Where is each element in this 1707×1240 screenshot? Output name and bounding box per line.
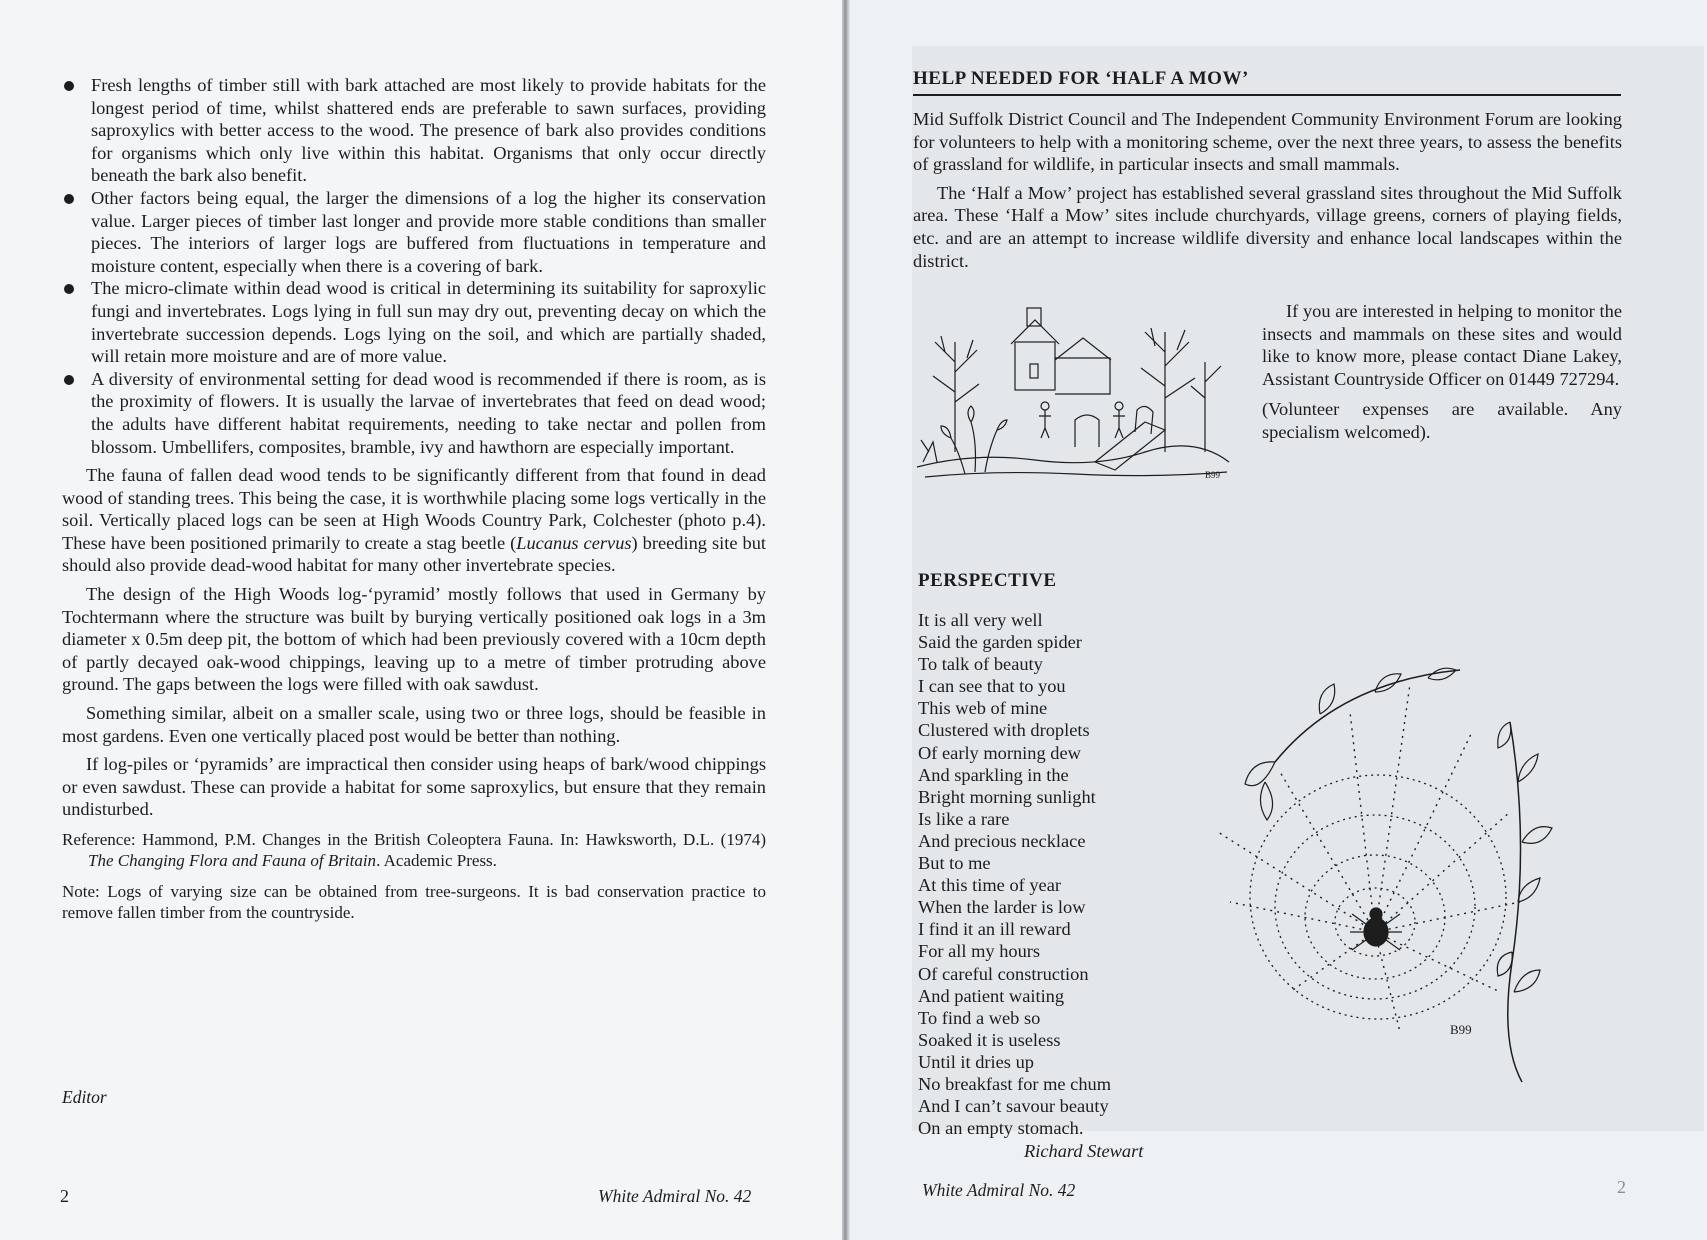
poem-line: Clustered with droplets [918,720,1090,741]
help-heading: HELP NEEDED FOR ‘HALF A MOW’ [913,68,1621,96]
churchyard-illustration [915,302,1231,482]
page-number-right: 2 [1617,1177,1626,1197]
left-article-column [62,74,766,923]
poem-line: It is all very well [918,610,1043,630]
paragraph-fauna: The fauna of fallen dead wood tends to be significantly different from that found in dead wood of standing trees. This being the case, it is worthwhile placing some logs vertically in the soil. Vertically placed logs can be seen at High Woods Country Park, Colchester (photo p.4). These have been positioned primarily to create a stag beetle (Lucanus cervus) breeding site but should also provide dead-wood habitat for many other invertebrate species. [62,465,766,576]
bullet-item: Other factors being equal, the larger the dimensions of a log the higher its conservation value. Larger pieces of timber last longer and provide more stable conditions than smaller pieces. The interiors of larger logs are buffered from fluctuations in temperature and moisture content, especially when there is a covering of bark. [62,187,766,277]
poem-line: Is like a rare [918,808,1010,829]
paragraph-design: The design of the High Woods log-‘pyramid’ mostly follows that used in Germany by Tochtermann where the structure was built by burying vertically positioned oak logs in a 3m diameter x 0.5m deep pit, the bottom of which had been previously covered with a 10cm depth of partly decayed oak-wood chippings, leaving up to a metre of timber protruding above ground. The gaps between the logs were filled with oak sawdust. [62,584,766,695]
reference: Reference: Hammond, P.M. Changes in the British Coleoptera Fauna. In: Hawksworth, D.L. (1974) The Changing Flora and Fauna of Britain. Academic Press. [62,830,766,870]
poem-line: Until it dries up [918,1051,1034,1072]
poem-line: And I can’t savour beauty [918,1096,1109,1117]
help-paragraph: Mid Suffolk District Council and The Independent Community Environment Forum are looking for volunteers to help with a monitoring scheme, over the next three years, to assess the benefits of grassland for wildlife, in particular insects and small mammals. [913,109,1622,175]
poem-line: Soaked it is useless [918,1029,1061,1050]
bullet-dot-icon [64,375,74,385]
bullet-dot-icon [64,194,74,204]
poem-line: Bright morning sunlight [918,786,1096,807]
poem-line: For all my hours [918,941,1041,962]
poem-line: To talk of beauty [918,654,1043,675]
poem-line: But to me [918,853,991,874]
bullet-item: A diversity of environmental setting for dead wood is recommended if there is room, as is the proximity of flowers. It is usually the larvae of invertebrates that feed on dead wood; the adults have different habitat requirements, needing to take nectar and pollen from blossom. Umbellifers, composites, bramble, ivy and hawthorn are especially important. [62,368,766,458]
poem-line: Said the garden spider [918,632,1082,653]
help-body [913,108,1622,278]
page-gutter [842,0,850,1240]
web-illustration-signature: B99 [1450,1022,1472,1037]
poem-line: At this time of year [918,875,1062,896]
editor-signature: Editor [62,1087,107,1107]
bullet-dot-icon [64,284,74,294]
poem-line: To find a web so [918,1007,1041,1028]
poem-line: Of early morning dew [918,742,1081,763]
poem-author: Richard Stewart [1024,1141,1144,1161]
poem-line: Of careful construction [918,963,1089,984]
poem-line: I can see that to you [918,676,1066,697]
poem-line: On an empty stomach. [918,1118,1084,1139]
help-paragraph: (Volunteer expenses are available. Any specialism welcomed). [1262,399,1622,442]
bullet-item: The micro-climate within dead wood is critical in determining its suitability for saproxylic fungi and invertebrates. Logs lying in full sun may dry out, preventing decay on which the invertebrate succession depends. Logs lying on the soil, and which are partially shaded, will retain more moisture and are of more value. [62,277,766,367]
bullet-list [62,74,766,458]
footer-right: White Admiral No. 42 [922,1180,1076,1200]
footer-left: White Admiral No. 42 [598,1186,752,1206]
help-paragraph: If you are interested in helping to monitor the insects and mammals on these sites and would like to know more, please contact Diane Lakey, Assistant Countryside Officer on 01449 727294. [1262,301,1622,389]
note: Note: Logs of varying size can be obtained from tree-surgeons. It is bad conservation practice to remove fallen timber from the countryside. [62,882,766,922]
paragraph-log-piles: If log-piles or ‘pyramids’ are impractical then consider using heaps of bark/wood chippings or even sawdust. These can provide a habitat for some saproxylics, but ensure that they remain undisturbed. [62,754,766,820]
poem-line: When the larder is low [918,897,1086,918]
svg-text:B99: B99 [1205,470,1221,480]
help-contact [1262,300,1622,452]
page-number-left: 2 [60,1186,69,1206]
poem-title: PERSPECTIVE [918,570,1057,591]
poem-line: No breakfast for me chum [918,1073,1112,1094]
help-paragraph: The ‘Half a Mow’ project has established several grassland sites throughout the Mid Suffolk area. These ‘Half a Mow’ sites include churchyards, village greens, corners of playing fields, etc. and are an attempt to increase wildlife diversity and enhance local landscapes within the district. [913,182,1622,271]
poem-line: And patient waiting [918,985,1065,1006]
spider-web-illustration [1200,662,1600,1098]
poem-line: I find it an ill reward [918,919,1071,940]
poem [918,609,1111,1139]
paragraph-gardens: Something similar, albeit on a smaller scale, using two or three logs, should be feasible in most gardens. Even one vertically placed post would be better than nothing. [62,703,766,746]
poem-line: And sparkling in the [918,764,1069,785]
poem-line: This web of mine [918,698,1048,719]
bullet-dot-icon [64,81,74,91]
poem-line: And precious necklace [918,830,1086,851]
bullet-item: Fresh lengths of timber still with bark attached are most likely to provide habitats for the longest period of time, whilst shattered ends are preferable to sawn surfaces, providing saproxylics with better access to the wood. The presence of bark also provides conditions for organisms which only live within this habitat. Organisms that only occur directly beneath the bark also benefit. [62,74,766,187]
